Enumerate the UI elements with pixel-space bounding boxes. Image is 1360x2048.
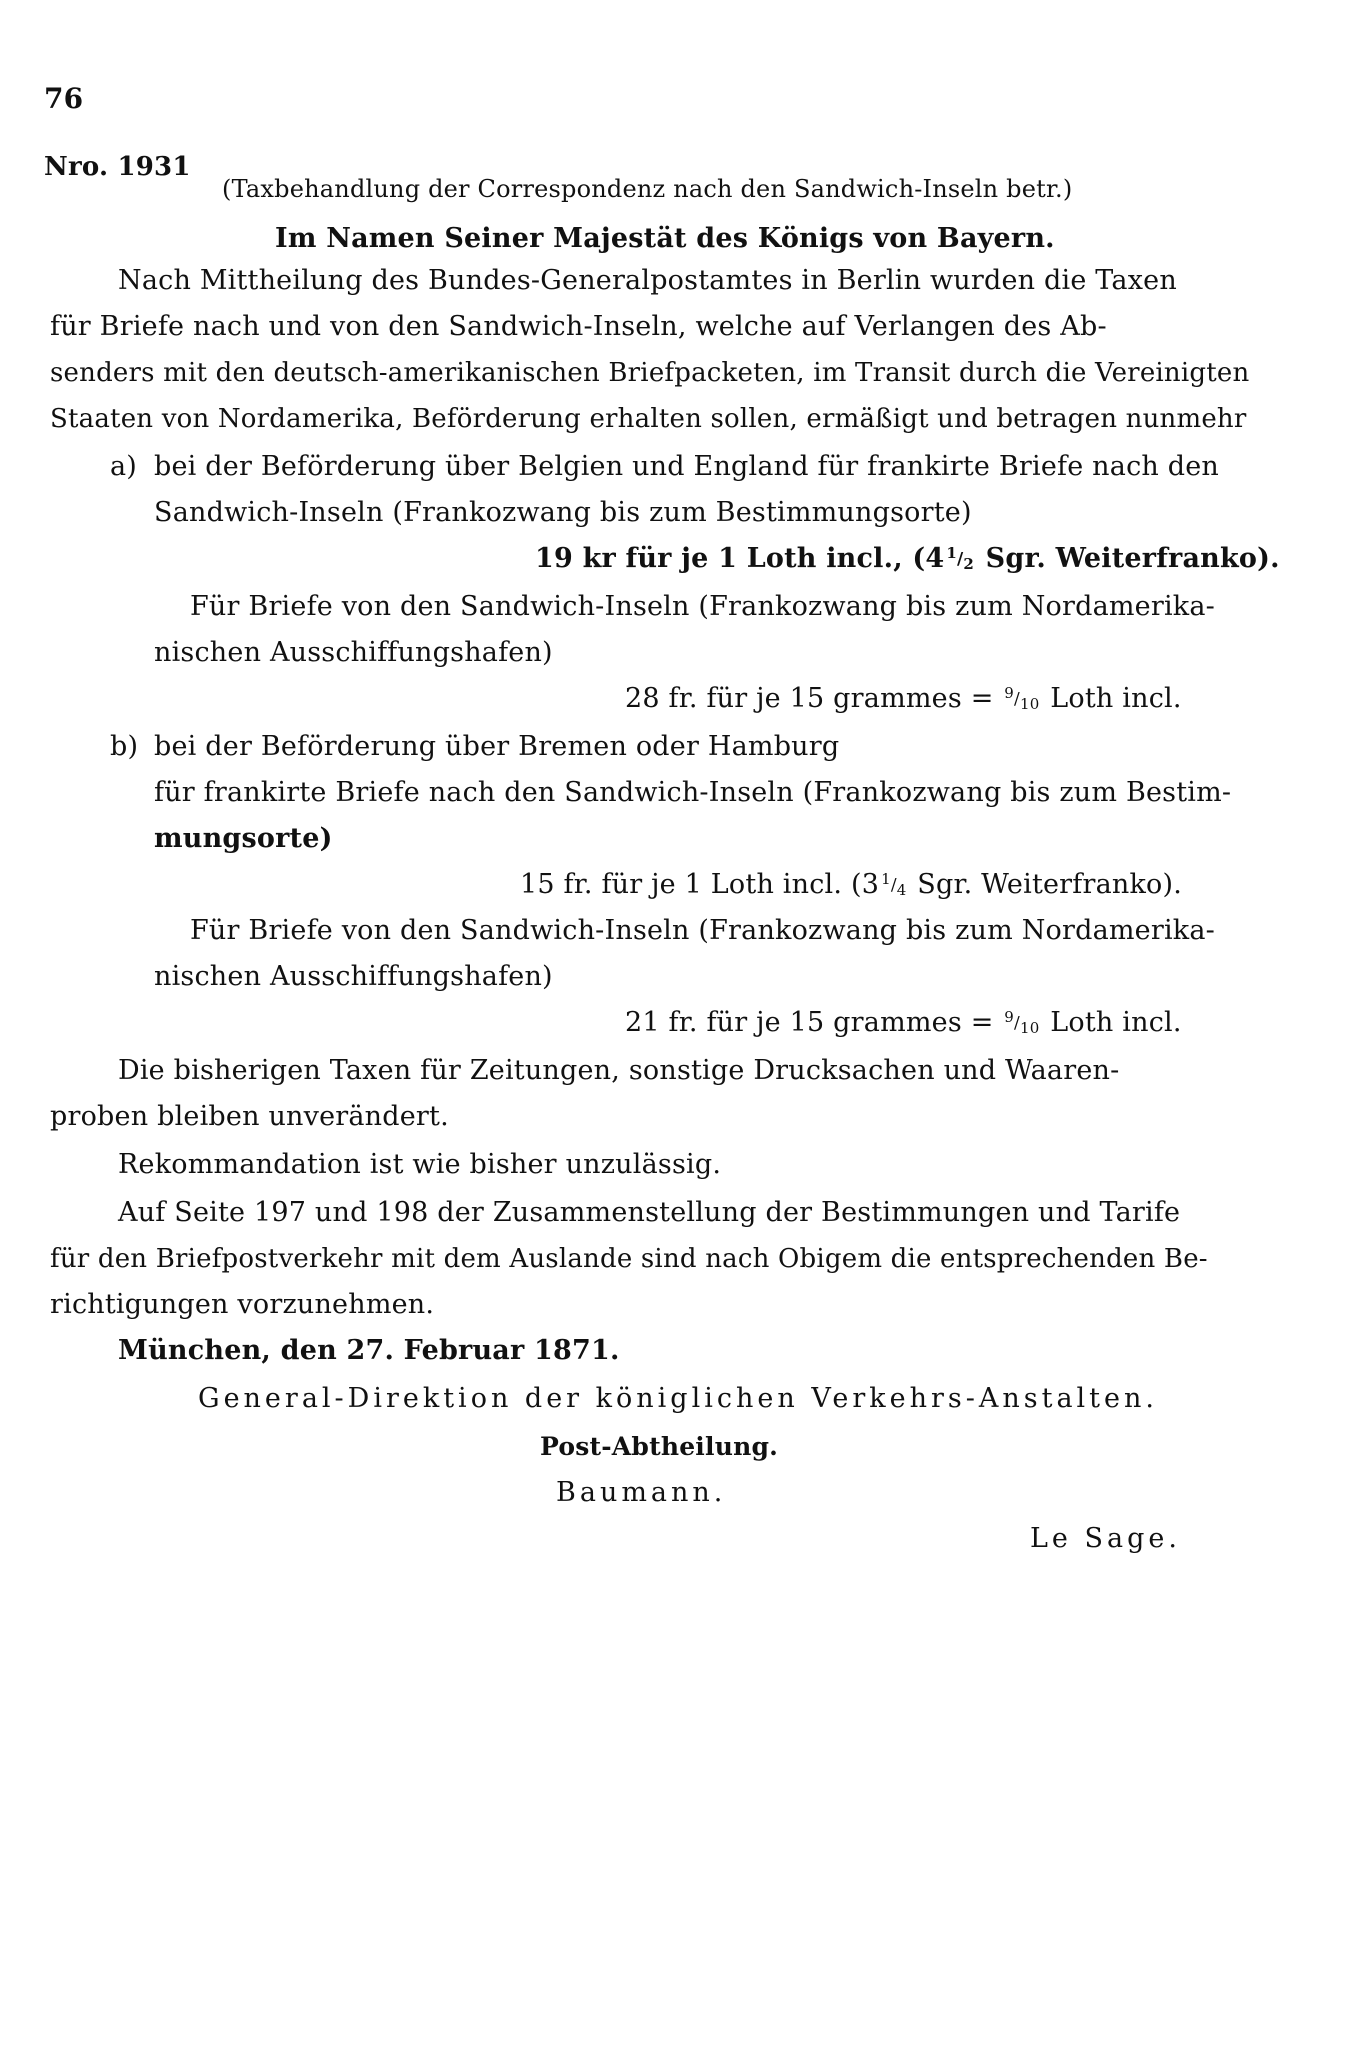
section-b-line-3: mungsorte) <box>154 823 333 854</box>
closing-line-4: Auf Seite 197 und 198 der Zusammenstellung der Bestimmungen und Tarife <box>118 1197 1181 1228</box>
section-b-rate-1: 15 fr. für je 1 Loth incl. (3 $^1/_4$ Sgr. Weiterfranko). <box>520 869 1183 900</box>
authority-line: General-Direktion der königlichen Verkehrs-Anstalten. <box>198 1383 1158 1414</box>
document-number: Nro. 1931 <box>44 152 191 182</box>
section-a-marker: a) <box>110 451 138 482</box>
department-line: Post-Abtheilung. <box>540 1432 779 1461</box>
closing-line-3: Rekommandation ist wie bisher unzulässig. <box>118 1149 722 1180</box>
closing-line-2: proben bleiben unverändert. <box>50 1101 449 1132</box>
section-a-rate-1: 19 kr für je 1 Loth incl., (4 $^1/_2$ Sgr. Weiterfranko). <box>535 543 1280 574</box>
section-a-from-line-2: nischen Ausschiffungshafen) <box>154 637 553 668</box>
section-a-rate-2: 28 fr. für je 15 grammes = $^9/_{10}$ Loth incl. <box>625 683 1182 714</box>
section-b-from-line-1: Für Briefe von den Sandwich-Inseln (Frankozwang bis zum Nordamerika- <box>190 915 1215 946</box>
page-number: 76 <box>44 82 84 115</box>
closing-line-6: richtigungen vorzunehmen. <box>50 1289 435 1320</box>
signature-baumann: Baumann. <box>556 1477 727 1508</box>
section-b-line-1: bei der Beförderung über Bremen oder Hamburg <box>154 731 840 762</box>
subject-line: (Taxbehandlung der Correspondenz nach den Sandwich-Inseln betr.) <box>222 175 1073 203</box>
date-line: München, den 27. Februar 1871. <box>118 1335 620 1366</box>
section-a-line-2: Sandwich-Inseln (Frankozwang bis zum Bestimmungsorte) <box>154 497 972 528</box>
intro-line-2: für Briefe nach und von den Sandwich-Inseln, welche auf Verlangen des Ab- <box>50 311 1107 342</box>
intro-line-3: senders mit den deutsch-amerikanischen Briefpacketen, im Transit durch die Vereinigten <box>50 358 1250 388</box>
intro-line-1: Nach Mittheilung des Bundes-Generalpostamtes in Berlin wurden die Taxen <box>118 265 1177 296</box>
heading: Im Namen Seiner Majestät des Königs von Bayern. <box>275 223 1055 254</box>
section-a-line-1: bei der Beförderung über Belgien und England für frankirte Briefe nach den <box>154 451 1220 482</box>
signature-le-sage: Le Sage. <box>1030 1523 1181 1554</box>
closing-line-1: Die bisherigen Taxen für Zeitungen, sonstige Drucksachen und Waaren- <box>118 1055 1120 1086</box>
intro-line-4: Staaten von Nordamerika, Beförderung erhalten sollen, ermäßigt und betragen nunmehr <box>50 404 1247 434</box>
section-b-rate-2: 21 fr. für je 15 grammes = $^9/_{10}$ Loth incl. <box>625 1007 1182 1038</box>
section-b-from-line-2: nischen Ausschiffungshafen) <box>154 961 553 992</box>
closing-line-5: für den Briefpostverkehr mit dem Auslande sind nach Obigem die entsprechenden Be- <box>50 1244 1208 1274</box>
section-a-from-line-1: Für Briefe von den Sandwich-Inseln (Frankozwang bis zum Nordamerika- <box>190 591 1215 622</box>
section-b-marker: b) <box>110 731 139 762</box>
section-b-line-2: für frankirte Briefe nach den Sandwich-Inseln (Frankozwang bis zum Bestim- <box>154 777 1232 808</box>
